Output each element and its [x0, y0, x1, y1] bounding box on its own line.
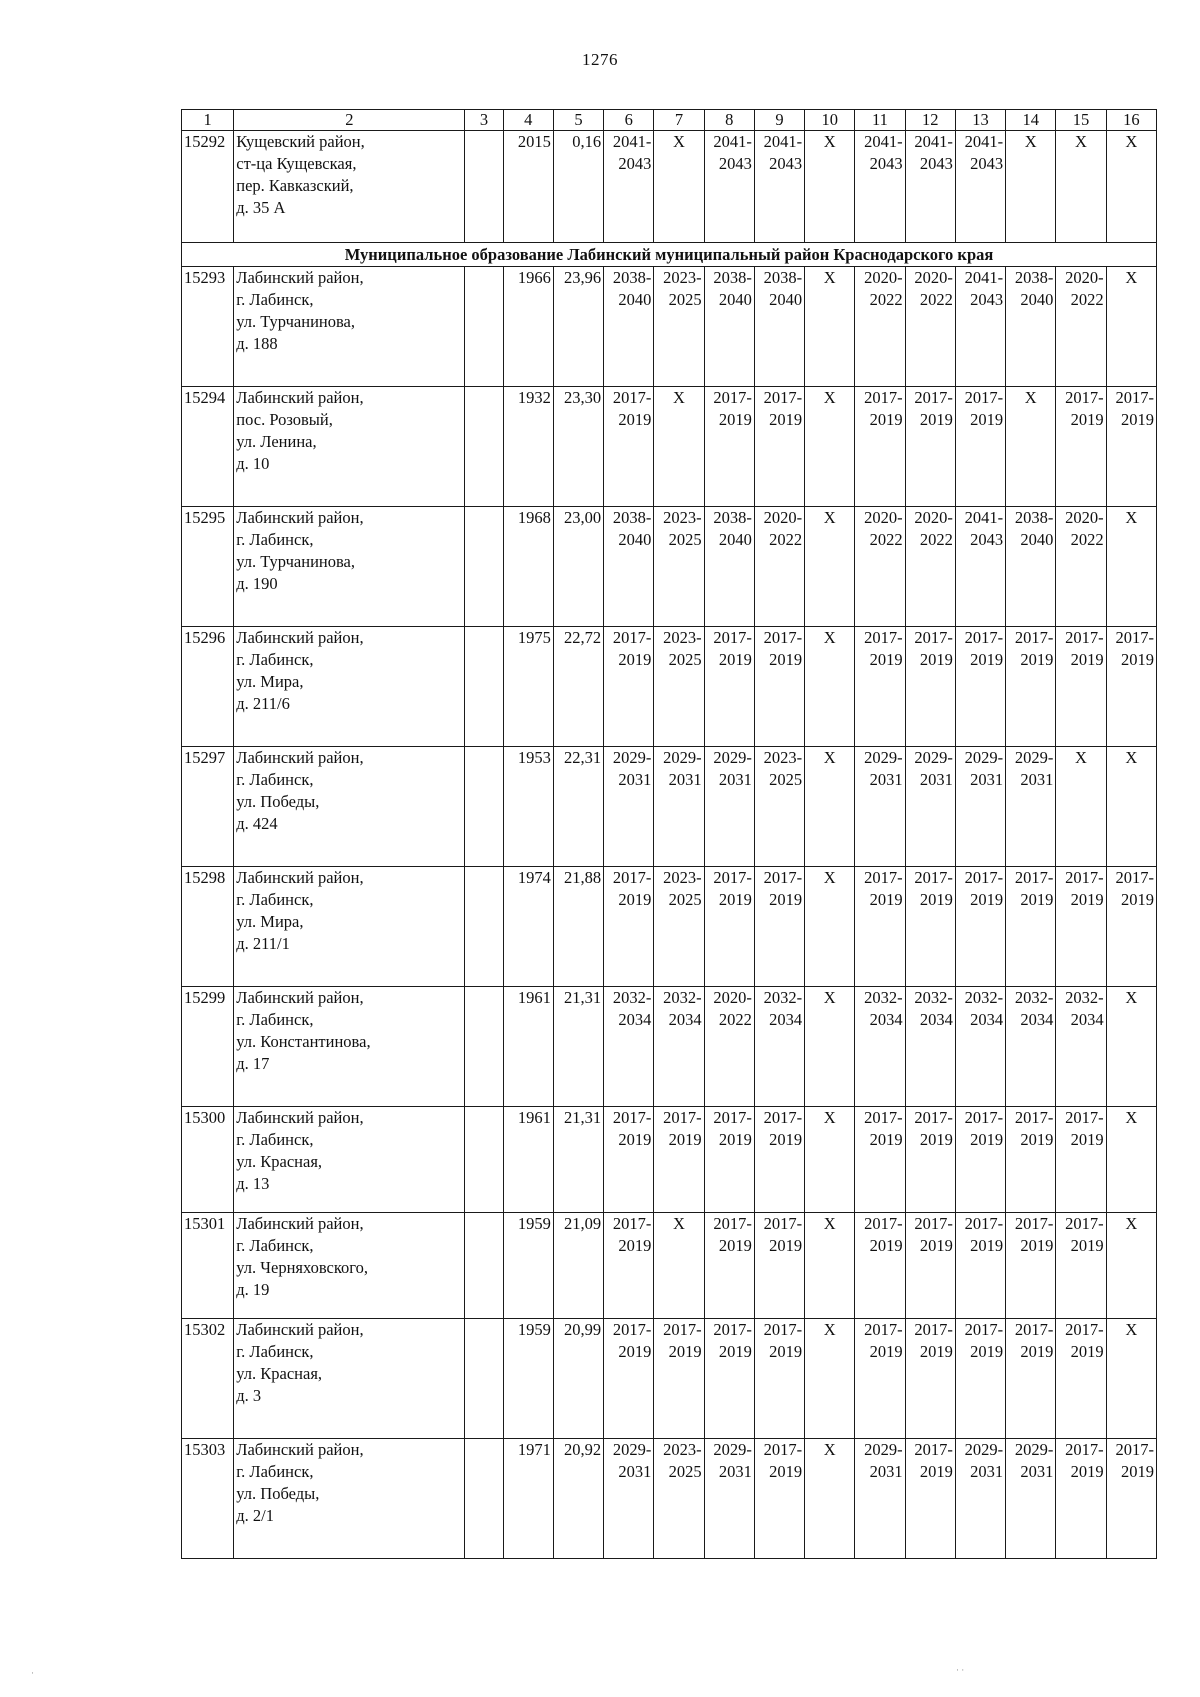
value-cell: 22,72: [553, 627, 603, 747]
col7-cell: 2017- 2019: [654, 1107, 704, 1213]
table-row: [182, 747, 1157, 867]
col8-cell: 2017- 2019: [704, 387, 754, 507]
col12-cell: 2017- 2019: [905, 867, 955, 987]
table-row: [182, 507, 1157, 627]
col12-cell: 2041- 2043: [905, 131, 955, 243]
col7-cell: 2017- 2019: [654, 1319, 704, 1439]
column-header: 3: [465, 110, 503, 131]
table-row: [182, 627, 1157, 747]
column-header: 13: [955, 110, 1005, 131]
col15-cell: 2017- 2019: [1056, 627, 1106, 747]
value-cell: 21,31: [553, 987, 603, 1107]
col7-cell: 2023- 2025: [654, 507, 704, 627]
address: Лабинский район, г. Лабинск, ул. Константинова, д. 17: [234, 987, 465, 1107]
col9-cell: 2020- 2022: [754, 507, 804, 627]
address: Кущевский район, ст-ца Кущевская, пер. Кавказский, д. 35 А: [234, 131, 465, 243]
address: Лабинский район, г. Лабинск, ул. Красная, д. 3: [234, 1319, 465, 1439]
column-header: 5: [553, 110, 603, 131]
col11-cell: 2017- 2019: [855, 627, 905, 747]
col15-cell: 2017- 2019: [1056, 1319, 1106, 1439]
col9-cell: 2017- 2019: [754, 387, 804, 507]
col9-cell: 2017- 2019: [754, 1439, 804, 1559]
col16-cell: 2017- 2019: [1106, 627, 1156, 747]
col9-cell: 2017- 2019: [754, 867, 804, 987]
col8-cell: 2017- 2019: [704, 627, 754, 747]
col16-cell: Х: [1106, 131, 1156, 243]
record-id: 15298: [182, 867, 234, 987]
value-cell: 21,09: [553, 1213, 603, 1319]
col13-cell: 2017- 2019: [955, 867, 1005, 987]
col11-cell: 2017- 2019: [855, 387, 905, 507]
record-id: 15299: [182, 987, 234, 1107]
address: Лабинский район, г. Лабинск, ул. Турчанинова, д. 188: [234, 267, 465, 387]
table-row: [182, 987, 1157, 1107]
value-cell: 20,92: [553, 1439, 603, 1559]
col9-cell: 2023- 2025: [754, 747, 804, 867]
record-id: 15296: [182, 627, 234, 747]
page-number: 1276: [582, 50, 618, 69]
col16-cell: Х: [1106, 1213, 1156, 1319]
col3-cell: [465, 267, 503, 387]
column-header: 8: [704, 110, 754, 131]
col9-cell: 2041- 2043: [754, 131, 804, 243]
address: Лабинский район, г. Лабинск, ул. Черняховского, д. 19: [234, 1213, 465, 1319]
record-id: 15295: [182, 507, 234, 627]
register-table: [181, 109, 1157, 1559]
col16-cell: Х: [1106, 507, 1156, 627]
col10-cell: Х: [805, 387, 855, 507]
column-header: 12: [905, 110, 955, 131]
col12-cell: 2020- 2022: [905, 267, 955, 387]
col7-cell: Х: [654, 131, 704, 243]
col10-cell: Х: [805, 507, 855, 627]
col12-cell: 2017- 2019: [905, 1439, 955, 1559]
value-cell: 23,30: [553, 387, 603, 507]
year-cell: 1975: [503, 627, 553, 747]
col11-cell: 2017- 2019: [855, 867, 905, 987]
col12-cell: 2017- 2019: [905, 1213, 955, 1319]
col15-cell: 2017- 2019: [1056, 867, 1106, 987]
col15-cell: 2017- 2019: [1056, 1107, 1106, 1213]
column-header-row: [182, 110, 1157, 131]
col8-cell: 2017- 2019: [704, 867, 754, 987]
col11-cell: 2032- 2034: [855, 987, 905, 1107]
col13-cell: 2041- 2043: [955, 267, 1005, 387]
col3-cell: [465, 1319, 503, 1439]
col3-cell: [465, 867, 503, 987]
col6-cell: 2038- 2040: [604, 267, 654, 387]
col16-cell: Х: [1106, 987, 1156, 1107]
col11-cell: 2017- 2019: [855, 1107, 905, 1213]
col10-cell: Х: [805, 987, 855, 1107]
table-row: [182, 267, 1157, 387]
col10-cell: Х: [805, 627, 855, 747]
record-id: 15292: [182, 131, 234, 243]
column-header: 16: [1106, 110, 1156, 131]
address: Лабинский район, г. Лабинск, ул. Победы, д. 424: [234, 747, 465, 867]
col8-cell: 2041- 2043: [704, 131, 754, 243]
value-cell: 21,31: [553, 1107, 603, 1213]
col15-cell: 2017- 2019: [1056, 1439, 1106, 1559]
col6-cell: 2017- 2019: [604, 387, 654, 507]
table-row: [182, 1439, 1157, 1559]
col9-cell: 2017- 2019: [754, 1213, 804, 1319]
address: Лабинский район, г. Лабинск, ул. Мира, д. 211/1: [234, 867, 465, 987]
col14-cell: 2017- 2019: [1006, 1107, 1056, 1213]
col8-cell: 2017- 2019: [704, 1107, 754, 1213]
col6-cell: 2038- 2040: [604, 507, 654, 627]
column-header: 11: [855, 110, 905, 131]
year-cell: 1959: [503, 1319, 553, 1439]
table-row: [182, 1107, 1157, 1213]
column-header: 2: [234, 110, 465, 131]
col16-cell: Х: [1106, 1107, 1156, 1213]
col14-cell: 2029- 2031: [1006, 747, 1056, 867]
col8-cell: 2038- 2040: [704, 507, 754, 627]
col9-cell: 2017- 2019: [754, 1107, 804, 1213]
col12-cell: 2029- 2031: [905, 747, 955, 867]
col15-cell: 2032- 2034: [1056, 987, 1106, 1107]
col15-cell: Х: [1056, 131, 1106, 243]
column-header: 7: [654, 110, 704, 131]
section-row: [182, 243, 1157, 267]
record-id: 15300: [182, 1107, 234, 1213]
col12-cell: 2017- 2019: [905, 387, 955, 507]
col12-cell: 2032- 2034: [905, 987, 955, 1107]
year-cell: 1961: [503, 1107, 553, 1213]
col8-cell: 2017- 2019: [704, 1213, 754, 1319]
col12-cell: 2017- 2019: [905, 627, 955, 747]
record-id: 15303: [182, 1439, 234, 1559]
col6-cell: 2017- 2019: [604, 867, 654, 987]
year-cell: 1971: [503, 1439, 553, 1559]
col16-cell: 2017- 2019: [1106, 867, 1156, 987]
year-cell: 1959: [503, 1213, 553, 1319]
col7-cell: 2023- 2025: [654, 627, 704, 747]
col14-cell: 2017- 2019: [1006, 1213, 1056, 1319]
col11-cell: 2017- 2019: [855, 1213, 905, 1319]
col13-cell: 2029- 2031: [955, 747, 1005, 867]
col3-cell: [465, 507, 503, 627]
col6-cell: 2017- 2019: [604, 1319, 654, 1439]
col11-cell: 2020- 2022: [855, 507, 905, 627]
table-row: [182, 1319, 1157, 1439]
col3-cell: [465, 387, 503, 507]
col16-cell: Х: [1106, 747, 1156, 867]
col15-cell: Х: [1056, 747, 1106, 867]
col10-cell: Х: [805, 1213, 855, 1319]
col13-cell: 2017- 2019: [955, 627, 1005, 747]
col6-cell: 2032- 2034: [604, 987, 654, 1107]
col12-cell: 2020- 2022: [905, 507, 955, 627]
year-cell: 1953: [503, 747, 553, 867]
col16-cell: Х: [1106, 267, 1156, 387]
scan-speck: · ·: [956, 1665, 965, 1675]
col7-cell: Х: [654, 1213, 704, 1319]
year-cell: 1974: [503, 867, 553, 987]
col9-cell: 2038- 2040: [754, 267, 804, 387]
col8-cell: 2038- 2040: [704, 267, 754, 387]
col16-cell: 2017- 2019: [1106, 387, 1156, 507]
record-id: 15293: [182, 267, 234, 387]
scan-speck: ·: [31, 1668, 34, 1678]
column-header: 1: [182, 110, 234, 131]
col10-cell: Х: [805, 1107, 855, 1213]
col10-cell: Х: [805, 1319, 855, 1439]
col11-cell: 2029- 2031: [855, 1439, 905, 1559]
col3-cell: [465, 1439, 503, 1559]
column-header: 14: [1006, 110, 1056, 131]
col13-cell: 2041- 2043: [955, 131, 1005, 243]
col9-cell: 2017- 2019: [754, 627, 804, 747]
table-row: [182, 1213, 1157, 1319]
column-header: 10: [805, 110, 855, 131]
address: Лабинский район, г. Лабинск, ул. Мира, д. 211/6: [234, 627, 465, 747]
address: Лабинский район, г. Лабинск, ул. Победы, д. 2/1: [234, 1439, 465, 1559]
col13-cell: 2017- 2019: [955, 1213, 1005, 1319]
col14-cell: 2038- 2040: [1006, 267, 1056, 387]
col14-cell: 2029- 2031: [1006, 1439, 1056, 1559]
col8-cell: 2020- 2022: [704, 987, 754, 1107]
address: Лабинский район, пос. Розовый, ул. Ленина, д. 10: [234, 387, 465, 507]
table-row: [182, 387, 1157, 507]
col14-cell: Х: [1006, 387, 1056, 507]
value-cell: 23,96: [553, 267, 603, 387]
col3-cell: [465, 987, 503, 1107]
record-id: 15294: [182, 387, 234, 507]
table-row: [182, 867, 1157, 987]
col16-cell: 2017- 2019: [1106, 1439, 1156, 1559]
col6-cell: 2041- 2043: [604, 131, 654, 243]
year-cell: 1968: [503, 507, 553, 627]
col3-cell: [465, 747, 503, 867]
col7-cell: 2023- 2025: [654, 267, 704, 387]
col15-cell: 2020- 2022: [1056, 267, 1106, 387]
column-header: 9: [754, 110, 804, 131]
col11-cell: 2017- 2019: [855, 1319, 905, 1439]
col14-cell: 2017- 2019: [1006, 627, 1056, 747]
col15-cell: 2017- 2019: [1056, 387, 1106, 507]
col7-cell: Х: [654, 387, 704, 507]
table-body: [182, 110, 1157, 1559]
col12-cell: 2017- 2019: [905, 1107, 955, 1213]
col3-cell: [465, 131, 503, 243]
address: Лабинский район, г. Лабинск, ул. Красная, д. 13: [234, 1107, 465, 1213]
col13-cell: 2029- 2031: [955, 1439, 1005, 1559]
col14-cell: 2017- 2019: [1006, 1319, 1056, 1439]
col3-cell: [465, 1213, 503, 1319]
col6-cell: 2029- 2031: [604, 747, 654, 867]
record-id: 15301: [182, 1213, 234, 1319]
col11-cell: 2020- 2022: [855, 267, 905, 387]
col6-cell: 2017- 2019: [604, 1213, 654, 1319]
col8-cell: 2017- 2019: [704, 1319, 754, 1439]
section-title: Муниципальное образование Лабинский муниципальный район Краснодарского края: [182, 243, 1157, 267]
value-cell: 21,88: [553, 867, 603, 987]
col9-cell: 2032- 2034: [754, 987, 804, 1107]
table-row: [182, 131, 1157, 243]
col7-cell: 2023- 2025: [654, 1439, 704, 1559]
column-header: 6: [604, 110, 654, 131]
year-cell: 1932: [503, 387, 553, 507]
column-header: 15: [1056, 110, 1106, 131]
col10-cell: Х: [805, 747, 855, 867]
col10-cell: Х: [805, 867, 855, 987]
year-cell: 2015: [503, 131, 553, 243]
col15-cell: 2017- 2019: [1056, 1213, 1106, 1319]
col13-cell: 2041- 2043: [955, 507, 1005, 627]
col11-cell: 2041- 2043: [855, 131, 905, 243]
col13-cell: 2017- 2019: [955, 387, 1005, 507]
col11-cell: 2029- 2031: [855, 747, 905, 867]
col6-cell: 2029- 2031: [604, 1439, 654, 1559]
record-id: 15297: [182, 747, 234, 867]
year-cell: 1966: [503, 267, 553, 387]
col10-cell: Х: [805, 1439, 855, 1559]
value-cell: 20,99: [553, 1319, 603, 1439]
col13-cell: 2032- 2034: [955, 987, 1005, 1107]
col15-cell: 2020- 2022: [1056, 507, 1106, 627]
col14-cell: 2017- 2019: [1006, 867, 1056, 987]
col8-cell: 2029- 2031: [704, 1439, 754, 1559]
col12-cell: 2017- 2019: [905, 1319, 955, 1439]
col7-cell: 2029- 2031: [654, 747, 704, 867]
col10-cell: Х: [805, 131, 855, 243]
col8-cell: 2029- 2031: [704, 747, 754, 867]
col3-cell: [465, 627, 503, 747]
year-cell: 1961: [503, 987, 553, 1107]
col9-cell: 2017- 2019: [754, 1319, 804, 1439]
col6-cell: 2017- 2019: [604, 1107, 654, 1213]
col13-cell: 2017- 2019: [955, 1319, 1005, 1439]
col6-cell: 2017- 2019: [604, 627, 654, 747]
col10-cell: Х: [805, 267, 855, 387]
value-cell: 23,00: [553, 507, 603, 627]
col14-cell: 2032- 2034: [1006, 987, 1056, 1107]
column-header: 4: [503, 110, 553, 131]
address: Лабинский район, г. Лабинск, ул. Турчанинова, д. 190: [234, 507, 465, 627]
col16-cell: Х: [1106, 1319, 1156, 1439]
record-id: 15302: [182, 1319, 234, 1439]
col14-cell: 2038- 2040: [1006, 507, 1056, 627]
col14-cell: Х: [1006, 131, 1056, 243]
col7-cell: 2032- 2034: [654, 987, 704, 1107]
value-cell: 22,31: [553, 747, 603, 867]
col13-cell: 2017- 2019: [955, 1107, 1005, 1213]
col3-cell: [465, 1107, 503, 1213]
value-cell: 0,16: [553, 131, 603, 243]
col7-cell: 2023- 2025: [654, 867, 704, 987]
